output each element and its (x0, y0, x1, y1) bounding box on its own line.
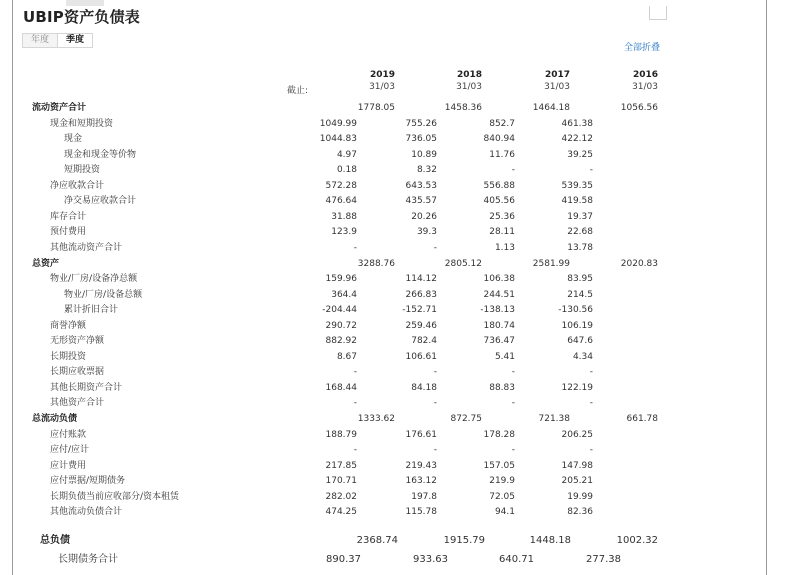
row-value: 20.26 (411, 211, 437, 222)
row-value: - (433, 367, 437, 378)
row-value: 872.75 (450, 414, 482, 424)
row-value: 755.26 (405, 118, 437, 129)
column-header (335, 70, 395, 92)
row-value: 474.25 (325, 507, 357, 518)
row-value: 282.02 (325, 491, 357, 502)
row-value: -152.71 (402, 305, 437, 316)
row-value: -138.13 (480, 305, 515, 316)
row-value: - (353, 398, 357, 409)
row-value: 3288.76 (357, 258, 395, 269)
row-value: - (433, 398, 437, 409)
row-value: 197.8 (411, 491, 437, 502)
row-value: 10.89 (411, 149, 437, 160)
row-value: 170.71 (325, 476, 357, 487)
row-value: 1044.83 (319, 134, 357, 145)
row-value: 217.85 (325, 460, 357, 471)
row-value: 277.38 (586, 554, 621, 565)
row-value: 476.64 (325, 196, 357, 207)
row-value: - (353, 367, 357, 378)
row-value: 106.61 (405, 351, 437, 362)
row-label: 其他流动资产合计 (50, 242, 123, 253)
row-value: 840.94 (483, 134, 515, 145)
table-row (0, 505, 786, 520)
table-row (0, 210, 786, 225)
table-row (0, 241, 786, 256)
table-row (0, 225, 786, 240)
row-value: 22.68 (567, 227, 593, 238)
column-header (510, 70, 570, 92)
collapse-all-link[interactable]: 全部折叠 (624, 43, 661, 53)
row-value: 28.11 (489, 227, 515, 238)
row-value: 219.43 (405, 460, 437, 471)
row-value: 640.71 (499, 554, 534, 565)
row-label: 应付/应计 (50, 445, 90, 456)
header-year: 2016 (632, 70, 658, 80)
table-row (0, 443, 786, 458)
row-value: 25.36 (489, 211, 515, 222)
row-value: - (353, 445, 357, 456)
row-label: 现金和现金等价物 (64, 149, 137, 160)
row-value: 19.99 (567, 491, 593, 502)
table-row (0, 428, 786, 443)
row-value: 205.21 (561, 476, 593, 487)
table-row[interactable] (0, 412, 786, 427)
row-value: 1915.79 (443, 535, 485, 546)
row-label: 净交易应收款合计 (64, 196, 137, 207)
row-value: - (353, 242, 357, 253)
row-value: 94.1 (494, 507, 515, 518)
row-value: 39.3 (416, 227, 437, 238)
row-value: 206.25 (561, 429, 593, 440)
table-row (0, 334, 786, 349)
row-value: 106.38 (483, 274, 515, 285)
row-value: 11.76 (489, 149, 515, 160)
row-label: 短期投资 (64, 165, 101, 176)
header-date: 31/03 (632, 82, 658, 92)
table-row (0, 163, 786, 178)
row-value: -204.44 (322, 305, 357, 316)
row-value: 661.78 (626, 414, 658, 424)
row-value: 2368.74 (356, 535, 398, 546)
table-row[interactable] (0, 533, 786, 548)
as-of-label: 截止: (286, 86, 308, 96)
row-value: 736.05 (405, 134, 437, 145)
table-row (0, 350, 786, 365)
row-value: 83.95 (567, 274, 593, 285)
row-value: 572.28 (325, 180, 357, 191)
row-value: - (589, 165, 593, 176)
page-title: UBIP资产负债表 (23, 8, 140, 26)
row-value: 39.25 (567, 149, 593, 160)
row-value: 259.46 (405, 320, 437, 331)
row-label: 现金 (64, 134, 83, 145)
row-value: 736.47 (483, 336, 515, 347)
row-value: 1778.05 (357, 103, 395, 113)
row-label: 总流动负债 (32, 414, 78, 424)
table-row (0, 396, 786, 411)
row-value: 163.12 (405, 476, 437, 487)
table-row[interactable] (0, 257, 786, 272)
table-row (0, 319, 786, 334)
row-value: - (433, 445, 437, 456)
table-row (0, 179, 786, 194)
row-value: 1333.62 (357, 414, 395, 424)
table-row (0, 288, 786, 303)
row-value: 88.83 (489, 382, 515, 393)
row-value: 435.57 (405, 196, 437, 207)
table-row (0, 303, 786, 318)
table-row (0, 552, 786, 567)
row-value: 122.19 (561, 382, 593, 393)
row-value: - (589, 398, 593, 409)
row-value: 643.53 (405, 180, 437, 191)
tab-quarterly[interactable]: 季度 (57, 34, 92, 47)
row-value: - (433, 242, 437, 253)
row-value: 461.38 (561, 118, 593, 129)
row-value: 1458.36 (444, 103, 482, 113)
row-value: 8.67 (336, 351, 357, 362)
row-value: 539.35 (561, 180, 593, 191)
table-row (0, 459, 786, 474)
row-value: 933.63 (413, 554, 448, 565)
row-label: 无形资产净额 (50, 336, 105, 347)
row-value: 72.05 (489, 491, 515, 502)
row-value: 290.72 (325, 320, 357, 331)
row-value: 1464.18 (532, 103, 570, 113)
row-value: 244.51 (483, 289, 515, 300)
table-row (0, 490, 786, 505)
row-value: 168.44 (325, 382, 357, 393)
row-value: 178.28 (483, 429, 515, 440)
row-label: 长期应收票据 (50, 367, 105, 378)
row-value: 13.78 (567, 242, 593, 253)
tab-annual[interactable]: 年度 (23, 34, 57, 47)
row-value: 419.58 (561, 196, 593, 207)
corner-box (649, 6, 667, 20)
row-value: - (511, 165, 515, 176)
row-label: 应付账款 (50, 429, 87, 440)
row-label: 流动资产合计 (32, 103, 87, 113)
header-date: 31/03 (544, 82, 570, 92)
row-label: 物业/厂房/设备总额 (64, 289, 143, 300)
table-row (0, 148, 786, 163)
row-value: 364.4 (331, 289, 357, 300)
row-value: 147.98 (561, 460, 593, 471)
row-label: 预付费用 (50, 227, 87, 238)
row-value: 114.12 (405, 274, 437, 285)
row-value: 84.18 (411, 382, 437, 393)
row-label: 其他流动负债合计 (50, 507, 123, 518)
row-value: - (511, 445, 515, 456)
row-value: 31.88 (331, 211, 357, 222)
row-value: 8.32 (416, 165, 437, 176)
row-label: 应计费用 (50, 460, 87, 471)
row-value: 5.41 (494, 351, 515, 362)
header-date: 31/03 (456, 82, 482, 92)
row-value: - (511, 367, 515, 378)
row-value: 2581.99 (532, 258, 570, 269)
row-value: 852.7 (489, 118, 515, 129)
row-label: 长期债务合计 (58, 554, 118, 565)
row-value: 157.05 (483, 460, 515, 471)
row-value: 647.6 (567, 336, 593, 347)
row-value: 115.78 (405, 507, 437, 518)
table-row (0, 132, 786, 147)
row-label: 库存合计 (50, 211, 87, 222)
row-value: 4.97 (336, 149, 357, 160)
row-value: 180.74 (483, 320, 515, 331)
table-row (0, 474, 786, 489)
row-value: 556.88 (483, 180, 515, 191)
row-label: 长期投资 (50, 351, 87, 362)
row-label: 应付票据/短期债务 (50, 476, 126, 487)
row-label: 物业/厂房/设备净总额 (50, 274, 138, 285)
row-value: 176.61 (405, 429, 437, 440)
row-value: 1.13 (494, 242, 515, 253)
row-value: 1448.18 (529, 535, 571, 546)
table-row[interactable] (0, 101, 786, 116)
row-label: 净应收款合计 (50, 180, 105, 191)
row-label: 总资产 (32, 258, 60, 269)
row-value: 214.5 (567, 289, 593, 300)
row-value: 405.56 (483, 196, 515, 207)
column-header (422, 70, 482, 92)
table-row (0, 117, 786, 132)
row-value: -130.56 (558, 305, 593, 316)
row-value: 266.83 (405, 289, 437, 300)
row-label: 现金和短期投资 (50, 118, 114, 129)
row-value: 219.9 (489, 476, 515, 487)
row-value: 0.18 (336, 165, 357, 176)
header-date: 31/03 (369, 82, 395, 92)
header-year: 2019 (369, 70, 395, 80)
table-row (0, 194, 786, 209)
row-label: 总负债 (40, 535, 70, 546)
row-value: 1002.32 (616, 535, 658, 546)
row-value: 1056.56 (620, 103, 658, 113)
row-value: 882.92 (325, 336, 357, 347)
header-year: 2017 (544, 70, 570, 80)
row-value: 4.34 (572, 351, 593, 362)
row-value: - (589, 367, 593, 378)
row-value: 422.12 (561, 134, 593, 145)
row-value: 188.79 (325, 429, 357, 440)
row-value: 82.36 (567, 507, 593, 518)
header-year: 2018 (456, 70, 482, 80)
row-value: 123.9 (331, 227, 357, 238)
row-label: 其他长期资产合计 (50, 382, 123, 393)
row-value: 2805.12 (444, 258, 482, 269)
row-value: - (511, 398, 515, 409)
row-value: 1049.99 (319, 118, 357, 129)
table-row (0, 272, 786, 287)
row-value: 782.4 (411, 336, 437, 347)
row-value: 19.37 (567, 211, 593, 222)
row-value: - (589, 445, 593, 456)
row-value: 890.37 (326, 554, 361, 565)
row-label: 商誉净额 (50, 320, 87, 331)
row-value: 106.19 (561, 320, 593, 331)
row-label: 累计折旧合计 (64, 305, 119, 316)
period-tabs (22, 33, 93, 48)
table-row (0, 381, 786, 396)
column-header (598, 70, 658, 92)
row-label: 长期负债当前应收部分/资本租赁 (50, 491, 180, 502)
row-value: 159.96 (325, 274, 357, 285)
row-value: 2020.83 (620, 258, 658, 269)
table-row (0, 365, 786, 380)
row-label: 其他资产合计 (50, 398, 105, 409)
row-value: 721.38 (538, 414, 570, 424)
